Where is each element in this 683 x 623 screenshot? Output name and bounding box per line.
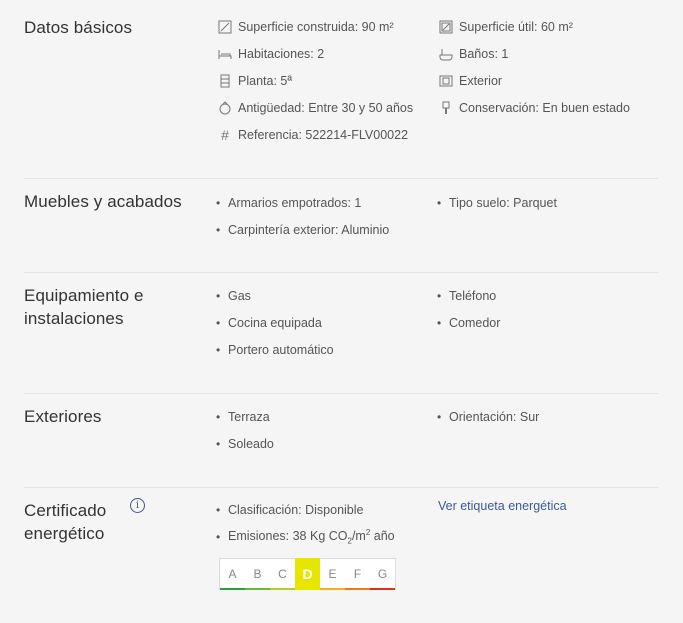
section-muebles bbox=[24, 179, 658, 273]
energy-grade-bar bbox=[345, 588, 370, 590]
bed-icon bbox=[218, 47, 232, 61]
energy-label-link[interactable]: Ver etiqueta energética bbox=[438, 498, 567, 513]
list-item: • Armarios empotrados: 1 bbox=[216, 195, 362, 210]
list-item-label: Clasificación: Disponible bbox=[228, 502, 364, 517]
feature-label: Baños: 1 bbox=[459, 46, 509, 61]
datos-left-column bbox=[218, 13, 413, 148]
feature-label: Habitaciones: 2 bbox=[238, 46, 325, 61]
exteriores-left-column bbox=[216, 403, 274, 457]
list-item: • Carpintería exterior: Aluminio bbox=[216, 222, 390, 237]
datos-right-column bbox=[439, 13, 630, 121]
section-certificado bbox=[24, 488, 658, 623]
muebles-right-column bbox=[437, 189, 557, 216]
bath-icon bbox=[439, 47, 453, 61]
certificado-right-column bbox=[438, 492, 567, 519]
building-icon bbox=[218, 74, 232, 88]
energy-grade-bar bbox=[245, 588, 270, 590]
feature-label: Exterior bbox=[459, 73, 503, 88]
info-icon[interactable]: i bbox=[130, 498, 145, 513]
emissions-mid: /m bbox=[351, 528, 366, 543]
feature-label: Planta: 5ª bbox=[238, 73, 292, 88]
list-item: • Tipo suelo: Parquet bbox=[437, 195, 557, 210]
muebles-left-column bbox=[216, 189, 389, 243]
list-item-label: Gas bbox=[228, 288, 251, 303]
section-title-line: Certificado bbox=[24, 501, 107, 520]
section-title bbox=[24, 284, 144, 330]
feature-row bbox=[439, 94, 630, 121]
emissions-prefix: Emisiones: 38 Kg CO bbox=[228, 528, 348, 543]
energy-grade-bar bbox=[370, 588, 395, 590]
list-item: • Terraza bbox=[216, 409, 270, 424]
section-datos-basicos bbox=[24, 0, 658, 179]
section-equipamiento bbox=[24, 273, 658, 394]
emissions-sub: 2 bbox=[347, 536, 352, 546]
feature-row bbox=[439, 67, 630, 94]
energy-grade-c: C bbox=[270, 559, 295, 589]
energy-grade-f: F bbox=[345, 559, 370, 589]
emissions-label bbox=[228, 528, 395, 546]
energy-grade-d: D bbox=[295, 558, 320, 590]
energy-scale bbox=[219, 558, 396, 590]
certificado-left-column bbox=[216, 496, 395, 550]
list-item-label: Comedor bbox=[449, 315, 501, 330]
list-item: • Portero automático bbox=[216, 342, 334, 357]
brush-icon bbox=[439, 101, 453, 115]
feature-row bbox=[439, 40, 630, 67]
list-item-label: Soleado bbox=[228, 436, 274, 451]
energy-grade-b: B bbox=[245, 559, 270, 589]
emissions-suffix: año bbox=[370, 528, 395, 543]
list-item-label: Tipo suelo: Parquet bbox=[449, 195, 557, 210]
section-title-line: instalaciones bbox=[24, 309, 124, 328]
emissions-sup: 2 bbox=[365, 527, 371, 537]
energy-grade-g: G bbox=[370, 559, 395, 589]
list-item-label: Terraza bbox=[228, 409, 270, 424]
section-title-line: energético bbox=[24, 524, 105, 543]
section-title: Datos básicos bbox=[24, 18, 133, 37]
exteriores-right-column bbox=[437, 403, 539, 430]
useful-area-icon bbox=[439, 20, 453, 34]
section-title: Muebles y acabados bbox=[24, 192, 182, 211]
list-item: • Soleado bbox=[216, 436, 274, 451]
feature-row bbox=[439, 13, 630, 40]
feature-row bbox=[218, 13, 413, 40]
energy-grade-e: E bbox=[320, 559, 345, 589]
age-icon bbox=[218, 101, 232, 115]
feature-label: Referencia: 522214-FLV00022 bbox=[238, 127, 409, 142]
feature-row bbox=[218, 94, 413, 121]
list-item-label: Carpintería exterior: Aluminio bbox=[228, 222, 390, 237]
list-item-label: Teléfono bbox=[449, 288, 497, 303]
list-item: • Emisiones: 38 Kg $CO_2/m^2$ año bbox=[216, 527, 395, 546]
list-item-label: Cocina equipada bbox=[228, 315, 322, 330]
hash-icon: # bbox=[221, 126, 229, 143]
energy-grade-bar bbox=[220, 588, 245, 590]
window-icon bbox=[439, 74, 453, 88]
feature-label: Conservación: En buen estado bbox=[459, 100, 630, 115]
equipamiento-left-column bbox=[216, 282, 334, 363]
feature-label: Antigüedad: Entre 30 y 50 años bbox=[238, 100, 414, 115]
energy-grade-a: A bbox=[220, 559, 245, 589]
list-item: • Teléfono bbox=[437, 288, 497, 303]
feature-label: Superficie útil: 60 m² bbox=[459, 19, 573, 34]
feature-row bbox=[218, 121, 413, 148]
feature-row bbox=[218, 67, 413, 94]
section-title: Exteriores bbox=[24, 407, 102, 426]
equipamiento-right-column bbox=[437, 282, 500, 336]
feature-row bbox=[218, 40, 413, 67]
section-exteriores bbox=[24, 394, 658, 488]
area-icon bbox=[218, 20, 232, 34]
energy-grade-bar bbox=[270, 588, 295, 590]
list-item: • Orientación: Sur bbox=[437, 409, 540, 424]
feature-label: Superficie construida: 90 m² bbox=[238, 19, 394, 34]
energy-grade-bar bbox=[320, 588, 345, 590]
list-item: • Gas bbox=[216, 288, 251, 303]
list-item: • Clasificación: Disponible bbox=[216, 502, 364, 517]
list-item: • Cocina equipada bbox=[216, 315, 322, 330]
list-item: • Comedor bbox=[437, 315, 501, 330]
section-title-line: Equipamiento e bbox=[24, 286, 144, 305]
list-item-label: Portero automático bbox=[228, 342, 334, 357]
list-item-label: Armarios empotrados: 1 bbox=[228, 195, 362, 210]
list-item-label: Orientación: Sur bbox=[449, 409, 540, 424]
energy-label-row bbox=[438, 492, 567, 519]
